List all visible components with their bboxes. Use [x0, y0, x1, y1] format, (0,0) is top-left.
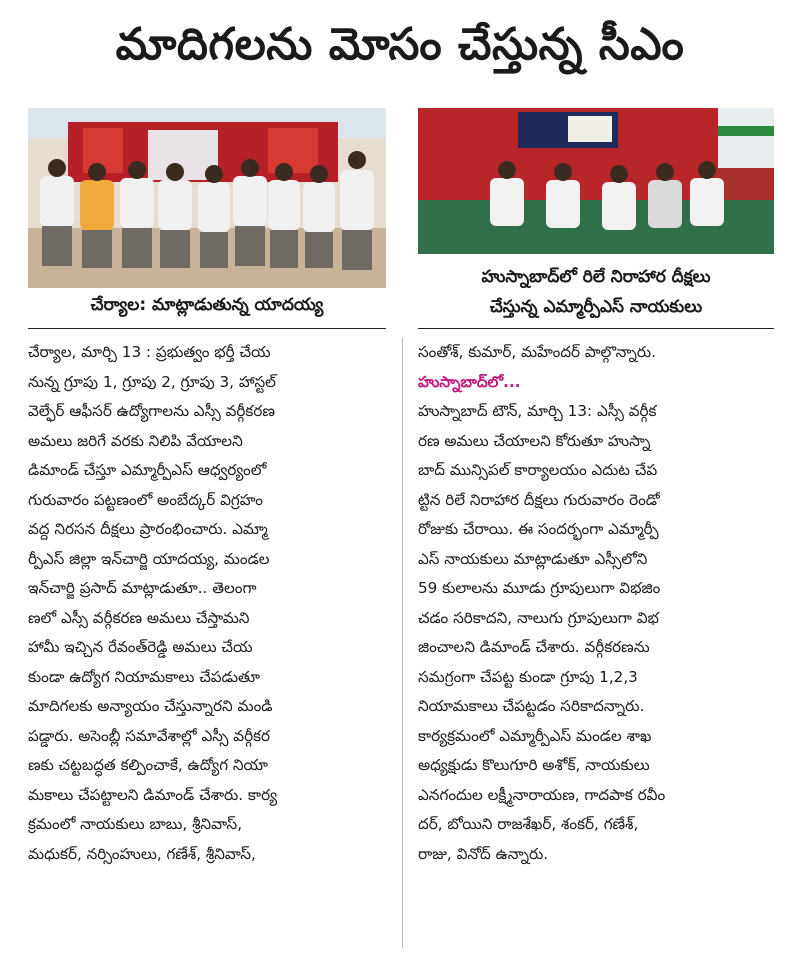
text-line: పడ్డారు. అసెంబ్లీ సమావేశాల్లో ఎస్సీ వర్గీకర	[28, 726, 271, 745]
text-line: సమగ్రంగా చేపట్ట కుండా గ్రూపు 1,2,3	[418, 667, 638, 686]
photo-right	[418, 108, 774, 254]
text-line: అమలు జరిగే వరకు నిలిపి వేయాలని	[28, 431, 243, 450]
photo-right-caption	[418, 262, 774, 322]
caption-line: హుస్నాబాద్‌లో రిలే నిరాహార దీక్షలు	[481, 267, 711, 287]
text-line: వెల్ఫేర్ ఆఫీసర్ ఉద్యోగాలను ఎస్సీ వర్గీకరణ	[28, 402, 275, 420]
text-line: మాదిగలకు అన్యాయం చేస్తున్నారని మండి	[28, 697, 273, 715]
text-line: 59 కులాలను మూడు గ్రూపులుగా విభజిం	[418, 579, 661, 597]
text-line: అధ్యక్షుడు కొలుగూరి అశోక్, నాయకులు	[418, 756, 650, 774]
section-subhead: హుస్నాబాద్‌లో...	[418, 372, 521, 391]
text-line: హుస్నాబాద్ టౌన్, మార్చి 13: ఎస్సీ వర్గీక	[418, 402, 657, 420]
text-line: నియామకాలు చేపట్టడం సరికాదన్నారు.	[418, 697, 645, 715]
text-line: కార్యక్రమంలో ఎమ్మార్పీఎస్ మండల శాఖ	[418, 726, 652, 745]
text-line: హామీ ఇచ్చిన రేవంత్‌రెడ్డి అమలు చేయ	[28, 638, 253, 656]
photo-left-caption: చేర్యాల: మాట్లాడుతున్న యాదయ్య	[90, 295, 324, 315]
text-line: ఎనగందుల లక్ష్మీనారాయణ, గాదపాక రవీం	[418, 785, 666, 804]
text-line: సంతోశ్, కుమార్, మహేందర్ పాల్గొన్నారు.	[418, 343, 656, 361]
caption-line: చేస్తున్న ఎమ్మార్పీఎస్ నాయకులు	[489, 297, 703, 317]
text-line: క్రమంలో నాయకులు బాబు, శ్రీనివాస్,	[28, 815, 243, 833]
text-line: రోజుకు చేరాయి. ఈ సందర్భంగా ఎమ్మార్పీ	[418, 520, 659, 538]
text-line: ఎస్ నాయకులు మాట్లాడుతూ ఎస్సీలోని	[418, 549, 648, 568]
text-line: నున్న గ్రూపు 1, గ్రూపు 2, గ్రూపు 3, హాస్టల్	[28, 372, 276, 391]
text-line: చడం సరికాదని, నాలుగు గ్రూపులుగా విభ	[418, 608, 659, 627]
text-line: ఇన్‌చార్జి ప్రసాద్ మాట్లాడుతూ.. తెలంగా	[28, 579, 257, 597]
headline: మాదిగలను మోసం చేస్తున్న సీఎం	[115, 19, 685, 70]
text-line: దర్, బోయిని రాజశేఖర్, శంకర్, గణేశ్,	[418, 815, 639, 833]
text-line: మకాలు చేపట్టాలని డిమాండ్ చేశారు. కార్య	[28, 785, 278, 804]
text-line: ణలో ఎస్సీ వర్గీకరణ అమలు చేస్తామని	[28, 608, 250, 627]
article-column-right	[418, 338, 778, 869]
protest-photo-right-image	[418, 108, 774, 254]
caption-rule-right	[418, 328, 774, 329]
text-line: ణకు చట్టబద్ధత కల్పించాకే, ఉద్యోగ నియా	[28, 756, 268, 774]
text-line: మధుకర్, నర్సింహులు, గణేశ్, శ్రీనివాస్,	[28, 844, 256, 863]
text-line: వద్ద నిరసన దీక్షలు ప్రారంభించారు. ఎమ్మా	[28, 520, 268, 538]
article-column-left	[28, 338, 390, 869]
text-line: డిమాండ్ చేస్తూ ఎమ్మార్పీఎస్ ఆధ్వర్యంలో	[28, 461, 267, 479]
column-divider	[402, 338, 403, 948]
text-line: కుండా ఉద్యోగ నియామకాలు చేపడుతూ	[28, 667, 260, 686]
text-line: ట్టిన రిలే నిరాహార దీక్షలు గురువారం రెండో	[418, 490, 660, 509]
text-line: జించాలని డిమాండ్ చేశారు. వర్గీకరణను	[418, 638, 650, 656]
text-line: రణ అమలు చేయాలని కోరుతూ హుస్నా	[418, 431, 651, 450]
text-line: రాజు, వినోద్ ఉన్నారు.	[418, 844, 549, 863]
text-line: ర్పీఎస్ జిల్లా ఇన్‌చార్జి యాదయ్య, మండల	[28, 549, 270, 568]
photo-left	[28, 108, 386, 288]
text-line: గురువారం పట్టణంలో అంబేద్కర్ విగ్రహం	[28, 490, 263, 509]
text-line: చేర్యాల, మార్చి 13 : ప్రభుత్వం భర్తీ చేయ	[28, 343, 271, 361]
caption-rule-left	[28, 328, 386, 329]
protest-photo-left-image	[28, 108, 386, 288]
text-line: బాద్ మున్సిపల్ కార్యాలయం ఎదుట చేప	[418, 461, 658, 479]
